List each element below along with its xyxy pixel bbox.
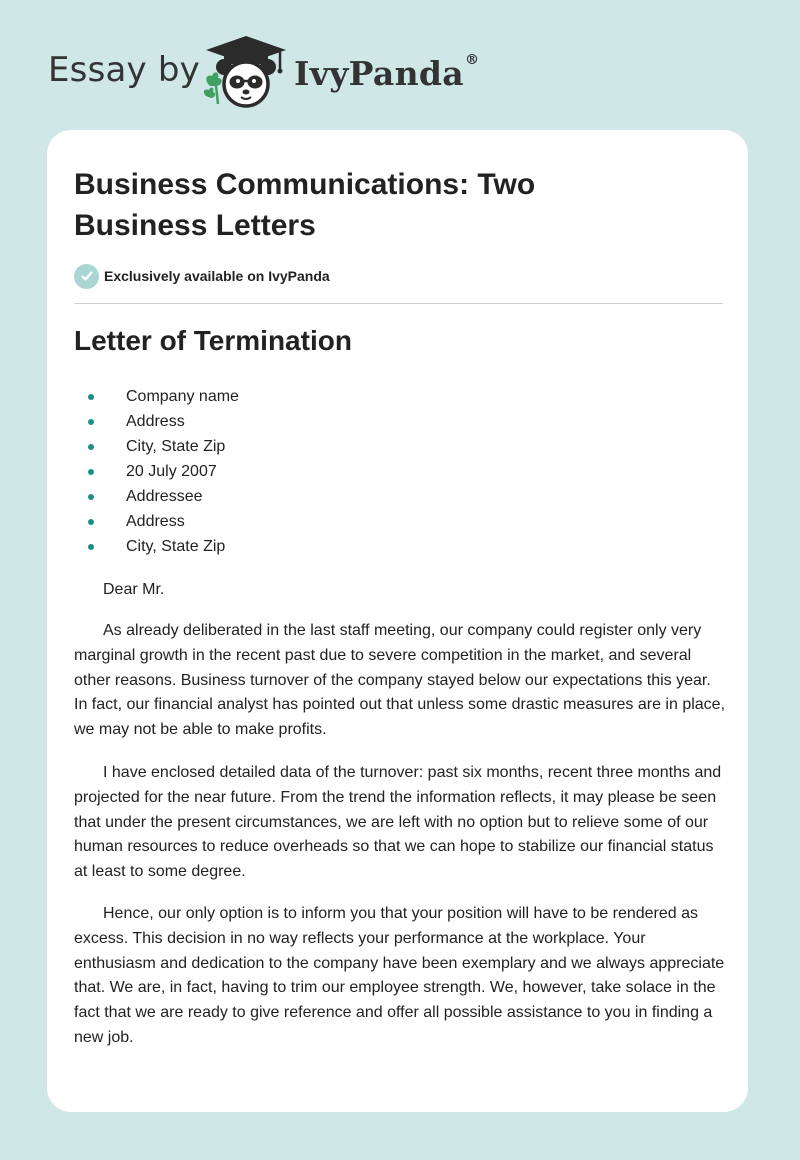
paragraph: Hence, our only option is to inform you that your position will have to be rendered as excess. This decision in no way reflects your performance at the workplace. Your enthusiasm and dedication to the company have been exemplary and we always appreciate that. We are, in fact, having to trim our employee strength. We, however, take solace in the fact that we are ready to give reference and offer all possible assistance to you in finding a new job.	[74, 905, 725, 1046]
divider	[74, 303, 723, 304]
list-item: Company name	[74, 384, 239, 409]
paragraph: I have enclosed detailed data of the turnover: past six months, recent three months and projected for the near future. From the trend the information reflects, it may please be seen that under the present circumstances, we are left with no option but to relieve some of our human resources to reduce overheads so that we can hope to stabilize our financial status at least to some degree.	[74, 764, 722, 881]
list-item: City, State Zip	[74, 434, 239, 459]
brand-name[interactable]: IvyPanda®	[294, 52, 480, 93]
section-title: Letter of Termination	[74, 325, 352, 356]
list-item: City, State Zip	[74, 534, 239, 559]
essay-by-label: Essay by	[48, 50, 200, 90]
essay-card	[47, 130, 748, 1112]
salutation: Dear Mr.	[103, 581, 165, 598]
list-item: Address	[74, 409, 239, 434]
check-circle-icon	[74, 264, 99, 289]
page-title: Business Communications: Two Business Letters	[74, 168, 536, 242]
address-list	[74, 384, 239, 559]
list-item: Addressee	[74, 484, 239, 509]
panda-graduate-icon[interactable]	[200, 34, 292, 110]
paragraph: As already deliberated in the last staff meeting, our company could register only very marginal growth in the recent past due to severe competition in the market, and several other reasons. Business turnover of the company stayed below our expectations this year. In fact, our financial analyst has pointed out that unless some drastic measures are in place, we may not be able to make profits.	[74, 622, 726, 739]
registered-mark: ®	[464, 52, 480, 68]
list-item: Address	[74, 509, 239, 534]
site-header	[48, 34, 508, 110]
list-item: 20 July 2007	[74, 459, 239, 484]
exclusive-label: Exclusively available on IvyPanda	[104, 268, 330, 284]
exclusive-badge	[74, 263, 330, 289]
